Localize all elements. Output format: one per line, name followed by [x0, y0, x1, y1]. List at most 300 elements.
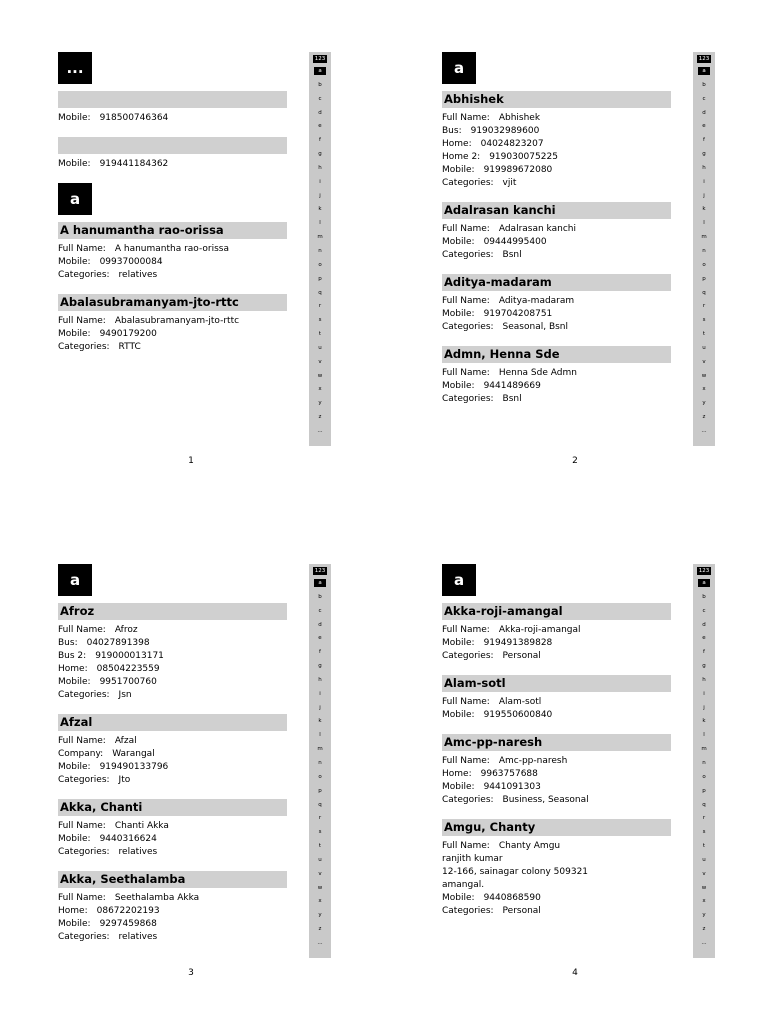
index-item-label: f — [319, 649, 321, 656]
index-item-label: d — [702, 109, 706, 116]
page-content — [442, 564, 671, 930]
index-item-j[interactable] — [693, 190, 715, 204]
index-item-h[interactable] — [693, 162, 715, 176]
index-item-n[interactable] — [309, 757, 331, 771]
contact-detail-line — [442, 380, 671, 393]
index-item-m[interactable] — [693, 231, 715, 245]
index-item-o[interactable] — [309, 771, 331, 785]
index-item-n[interactable] — [693, 757, 715, 771]
contact-entry[interactable] — [58, 222, 287, 282]
detail-label: Mobile: — [442, 165, 475, 175]
detail-label: Full Name: — [442, 224, 490, 234]
contact-name-header: Admn, Henna Sde — [442, 346, 671, 363]
alphabet-index-sidebar — [309, 564, 331, 958]
contact-entry[interactable] — [442, 91, 671, 190]
contact-entry[interactable] — [442, 819, 671, 918]
index-item-label: n — [702, 759, 706, 766]
index-item-q[interactable] — [309, 287, 331, 301]
index-item-y[interactable] — [309, 397, 331, 411]
index-item-label: t — [702, 331, 706, 338]
index-item-label: a — [698, 579, 709, 587]
detail-label: Categories: — [442, 906, 494, 916]
index-item-123[interactable] — [693, 566, 715, 577]
detail-label: Full Name: — [58, 736, 106, 746]
contact-name-header: Alam-sotl — [442, 675, 671, 692]
index-item-z[interactable] — [309, 411, 331, 425]
index-item-more[interactable] — [309, 425, 331, 439]
index-item-j[interactable] — [309, 702, 331, 716]
index-item-l[interactable] — [309, 729, 331, 743]
index-item-i[interactable] — [693, 688, 715, 702]
detail-value: Adalrasan kanchi — [498, 224, 576, 234]
contact-name-header: A hanumantha rao-orissa — [58, 222, 287, 239]
index-item-w[interactable] — [309, 882, 331, 896]
detail-value: Jto — [118, 775, 131, 785]
index-item-g[interactable] — [309, 148, 331, 162]
detail-label: Categories: — [58, 847, 110, 857]
contact-entry[interactable] — [58, 603, 287, 702]
index-item-t[interactable] — [309, 840, 331, 854]
index-item-y[interactable] — [309, 909, 331, 923]
detail-label: Categories: — [58, 932, 110, 942]
index-item-label: 123 — [698, 56, 710, 62]
index-item-label: x — [318, 898, 322, 905]
contact-name-header: Abalasubramanyam-jto-rttc — [58, 294, 287, 311]
section-letter-header: a — [58, 564, 92, 596]
index-item-label: z — [318, 926, 322, 933]
index-item-label: y — [702, 400, 706, 407]
index-item-u[interactable] — [693, 342, 715, 356]
contact-detail-line — [442, 125, 671, 138]
section-letter-header: a — [442, 564, 476, 596]
index-item-y[interactable] — [693, 909, 715, 923]
index-item-label: m — [317, 234, 323, 241]
contact-detail-line — [442, 249, 671, 262]
index-item-u[interactable] — [309, 342, 331, 356]
page-3 — [0, 512, 384, 1024]
contact-name-header — [58, 91, 287, 108]
index-item-label: h — [702, 164, 706, 171]
index-item-q[interactable] — [693, 799, 715, 813]
page-number: 1 — [188, 456, 194, 466]
detail-label: Mobile: — [442, 381, 475, 391]
page-1 — [0, 0, 384, 512]
index-item-h[interactable] — [693, 674, 715, 688]
index-item-s[interactable] — [309, 826, 331, 840]
contact-entry[interactable] — [58, 799, 287, 859]
index-item-more[interactable] — [693, 937, 715, 951]
contact-detail-line — [442, 866, 671, 879]
detail-value: 9441489669 — [483, 381, 541, 391]
index-item-label: m — [701, 234, 707, 241]
detail-label: Full Name: — [442, 368, 490, 378]
index-item-more[interactable] — [693, 425, 715, 439]
index-item-label: e — [318, 123, 322, 130]
index-item-label: f — [703, 137, 705, 144]
detail-value: 919550600840 — [483, 710, 553, 720]
contact-detail-line — [58, 905, 287, 918]
index-item-g[interactable] — [309, 660, 331, 674]
contact-entry[interactable] — [58, 871, 287, 944]
page-content — [58, 52, 287, 366]
index-item-n[interactable] — [309, 245, 331, 259]
contact-entry[interactable] — [442, 274, 671, 334]
detail-label: Full Name: — [58, 625, 106, 635]
detail-value: 919491389828 — [483, 638, 553, 648]
contact-detail-line — [58, 735, 287, 748]
index-item-d[interactable] — [309, 107, 331, 121]
detail-value: 919032989600 — [470, 126, 540, 136]
index-item-label: s — [702, 317, 706, 324]
detail-value: Afzal — [114, 736, 137, 746]
contact-name-header: Amc-pp-naresh — [442, 734, 671, 751]
index-item-q[interactable] — [693, 287, 715, 301]
contact-detail-line — [58, 820, 287, 833]
page-number: 4 — [572, 968, 578, 978]
detail-label: Full Name: — [442, 697, 490, 707]
contact-detail-line — [58, 269, 287, 282]
contact-entry[interactable] — [58, 294, 287, 354]
index-item-label: h — [318, 676, 322, 683]
contact-detail-line — [442, 709, 671, 722]
index-item-w[interactable] — [309, 370, 331, 384]
index-item-v[interactable] — [693, 356, 715, 370]
index-item-label: l — [319, 220, 321, 227]
detail-label: Mobile: — [442, 638, 475, 648]
contact-detail-line — [58, 315, 287, 328]
detail-label: Mobile: — [58, 677, 91, 687]
index-item-label: d — [318, 109, 322, 116]
index-item-b[interactable] — [693, 591, 715, 605]
index-item-b[interactable] — [693, 79, 715, 93]
detail-value: 919490133796 — [99, 762, 169, 772]
index-item-a[interactable] — [309, 65, 331, 79]
detail-label: Categories: — [442, 651, 494, 661]
index-item-label: f — [319, 137, 321, 144]
detail-value: 04024823207 — [480, 139, 544, 149]
index-item-t[interactable] — [309, 328, 331, 342]
contact-detail-line — [58, 748, 287, 761]
index-item-r[interactable] — [693, 812, 715, 826]
detail-value: Akka-roji-amangal — [498, 625, 581, 635]
index-item-label: a — [314, 579, 325, 587]
index-item-a[interactable] — [693, 65, 715, 79]
index-item-label: h — [318, 164, 322, 171]
detail-value: Seasonal, Bsnl — [502, 322, 569, 332]
index-item-label: g — [318, 151, 322, 158]
index-item-label: l — [319, 732, 321, 739]
index-item-label: k — [318, 206, 322, 213]
alphabet-index-sidebar — [693, 564, 715, 958]
contact-entry[interactable] — [442, 603, 671, 663]
index-item-label: i — [703, 690, 705, 697]
detail-label: Mobile: — [58, 329, 91, 339]
detail-label: Mobile: — [58, 762, 91, 772]
alphabet-index-sidebar — [309, 52, 331, 446]
index-item-r[interactable] — [309, 812, 331, 826]
index-item-m[interactable] — [309, 743, 331, 757]
contact-detail-line — [58, 676, 287, 689]
index-item-o[interactable] — [309, 259, 331, 273]
detail-label: Categories: — [58, 270, 110, 280]
detail-value: Afroz — [114, 625, 138, 635]
contact-detail-line — [442, 840, 671, 853]
index-item-h[interactable] — [309, 674, 331, 688]
detail-label: Full Name: — [442, 756, 490, 766]
index-item-label: e — [702, 123, 706, 130]
contact-detail-line — [58, 624, 287, 637]
contact-detail-line — [442, 112, 671, 125]
index-item-y[interactable] — [693, 397, 715, 411]
detail-value: ranjith kumar — [442, 854, 503, 864]
index-item-label: f — [703, 649, 705, 656]
index-item-m[interactable] — [693, 743, 715, 757]
contact-detail-line — [58, 918, 287, 931]
contact-detail-line — [442, 905, 671, 918]
contact-detail-line — [58, 689, 287, 702]
index-item-label: j — [703, 704, 705, 711]
index-item-label: z — [318, 414, 322, 421]
index-item-label: ... — [317, 427, 323, 434]
detail-value: Bsnl — [502, 394, 522, 404]
contact-detail-line — [442, 650, 671, 663]
index-item-label: ... — [317, 939, 323, 946]
index-item-r[interactable] — [309, 300, 331, 314]
index-item-123[interactable] — [309, 566, 331, 577]
contact-detail-line — [442, 177, 671, 190]
index-item-i[interactable] — [309, 688, 331, 702]
index-item-label: i — [703, 178, 705, 185]
contact-detail-line — [442, 892, 671, 905]
index-item-label: 123 — [314, 568, 326, 574]
index-item-i[interactable] — [693, 176, 715, 190]
index-item-p[interactable] — [693, 273, 715, 287]
index-item-label: w — [701, 372, 707, 379]
index-item-d[interactable] — [693, 619, 715, 633]
contact-entry[interactable] — [58, 91, 287, 125]
detail-label: Full Name: — [442, 625, 490, 635]
index-item-label: q — [318, 289, 322, 296]
index-item-j[interactable] — [309, 190, 331, 204]
index-item-e[interactable] — [309, 120, 331, 134]
index-item-s[interactable] — [309, 314, 331, 328]
index-item-x[interactable] — [693, 895, 715, 909]
index-item-l[interactable] — [693, 217, 715, 231]
contact-detail-line — [442, 853, 671, 866]
contact-entry[interactable] — [58, 714, 287, 787]
index-item-g[interactable] — [693, 660, 715, 674]
contact-detail-line — [442, 236, 671, 249]
detail-label: Bus: — [442, 126, 462, 136]
index-item-p[interactable] — [309, 273, 331, 287]
detail-value: Business, Seasonal — [502, 795, 589, 805]
index-item-label: a — [698, 67, 709, 75]
index-item-c[interactable] — [309, 93, 331, 107]
index-item-b[interactable] — [309, 591, 331, 605]
index-item-label: i — [319, 178, 321, 185]
detail-label: Mobile: — [58, 834, 91, 844]
index-item-k[interactable] — [309, 203, 331, 217]
index-item-label: s — [318, 829, 322, 836]
detail-value: 9963757688 — [480, 769, 538, 779]
index-item-f[interactable] — [309, 134, 331, 148]
index-item-label: i — [319, 690, 321, 697]
contact-entry[interactable] — [442, 202, 671, 262]
contact-entry[interactable] — [442, 734, 671, 807]
detail-label: Categories: — [58, 690, 110, 700]
index-item-s[interactable] — [693, 314, 715, 328]
index-item-l[interactable] — [693, 729, 715, 743]
contact-detail-line — [442, 138, 671, 151]
index-item-l[interactable] — [309, 217, 331, 231]
index-item-b[interactable] — [309, 79, 331, 93]
contact-detail-line — [58, 158, 287, 171]
contact-detail-line — [442, 696, 671, 709]
index-item-c[interactable] — [693, 93, 715, 107]
index-item-z[interactable] — [693, 923, 715, 937]
detail-value: vjit — [502, 178, 517, 188]
index-item-t[interactable] — [693, 328, 715, 342]
index-item-c[interactable] — [693, 605, 715, 619]
index-item-p[interactable] — [309, 785, 331, 799]
detail-value: amangal. — [442, 880, 485, 890]
index-item-e[interactable] — [309, 632, 331, 646]
contact-detail-line — [442, 794, 671, 807]
index-item-label: h — [702, 676, 706, 683]
index-item-label: z — [702, 414, 706, 421]
index-item-label: r — [318, 815, 322, 822]
index-item-label: t — [318, 843, 322, 850]
detail-label: Bus: — [58, 638, 78, 648]
detail-value: Chanti Akka — [114, 821, 169, 831]
index-item-label: w — [317, 884, 323, 891]
index-item-123[interactable] — [309, 54, 331, 65]
index-item-label: p — [318, 275, 322, 282]
index-item-label: v — [702, 358, 706, 365]
index-item-d[interactable] — [309, 619, 331, 633]
index-item-label: p — [702, 275, 706, 282]
index-item-x[interactable] — [309, 895, 331, 909]
index-item-k[interactable] — [309, 715, 331, 729]
detail-value: 918500746364 — [99, 113, 169, 123]
contact-detail-line — [442, 755, 671, 768]
detail-value: RTTC — [118, 342, 141, 352]
detail-value: Alam-sotl — [498, 697, 542, 707]
index-item-label: w — [317, 372, 323, 379]
contact-name-header: Amgu, Chanty — [442, 819, 671, 836]
index-item-h[interactable] — [309, 162, 331, 176]
index-item-label: k — [702, 718, 706, 725]
contact-detail-line — [442, 879, 671, 892]
page-number: 2 — [572, 456, 578, 466]
index-item-w[interactable] — [693, 882, 715, 896]
contact-name-header: Abhishek — [442, 91, 671, 108]
index-item-o[interactable] — [693, 259, 715, 273]
detail-label: Full Name: — [58, 244, 106, 254]
detail-value: Personal — [502, 906, 541, 916]
contact-detail-line — [58, 761, 287, 774]
contact-entry[interactable] — [58, 137, 287, 171]
detail-label: Full Name: — [58, 316, 106, 326]
index-item-more[interactable] — [309, 937, 331, 951]
index-item-e[interactable] — [693, 632, 715, 646]
index-item-t[interactable] — [693, 840, 715, 854]
index-item-a[interactable] — [309, 577, 331, 591]
contact-detail-line — [442, 223, 671, 236]
index-item-e[interactable] — [693, 120, 715, 134]
detail-value: Henna Sde Admn — [498, 368, 577, 378]
contact-detail-line — [442, 321, 671, 334]
detail-value: 9441091303 — [483, 782, 541, 792]
index-item-i[interactable] — [309, 176, 331, 190]
index-item-x[interactable] — [693, 383, 715, 397]
index-item-v[interactable] — [309, 868, 331, 882]
index-item-label: n — [318, 247, 322, 254]
index-item-label: r — [702, 815, 706, 822]
index-item-v[interactable] — [693, 868, 715, 882]
detail-label: Bus 2: — [58, 651, 87, 661]
index-item-g[interactable] — [693, 148, 715, 162]
contact-entry[interactable] — [442, 346, 671, 406]
contact-entry[interactable] — [442, 675, 671, 722]
index-item-label: w — [701, 884, 707, 891]
detail-value: 09937000084 — [99, 257, 163, 267]
index-item-u[interactable] — [693, 854, 715, 868]
index-item-k[interactable] — [693, 715, 715, 729]
index-item-label: j — [703, 192, 705, 199]
detail-value: 919441184362 — [99, 159, 169, 169]
index-item-f[interactable] — [693, 134, 715, 148]
index-item-f[interactable] — [693, 646, 715, 660]
detail-label: Mobile: — [442, 309, 475, 319]
index-item-c[interactable] — [309, 605, 331, 619]
detail-value: Chanty Amgu — [498, 841, 561, 851]
index-item-j[interactable] — [693, 702, 715, 716]
index-item-f[interactable] — [309, 646, 331, 660]
index-item-u[interactable] — [309, 854, 331, 868]
index-item-r[interactable] — [693, 300, 715, 314]
index-item-o[interactable] — [693, 771, 715, 785]
index-item-z[interactable] — [309, 923, 331, 937]
index-item-d[interactable] — [693, 107, 715, 121]
detail-value: 08672202193 — [96, 906, 160, 916]
index-item-n[interactable] — [693, 245, 715, 259]
index-item-label: q — [318, 801, 322, 808]
index-item-x[interactable] — [309, 383, 331, 397]
detail-label: Home: — [58, 664, 88, 674]
detail-value: 9490179200 — [99, 329, 157, 339]
index-item-label: p — [702, 787, 706, 794]
index-item-v[interactable] — [309, 356, 331, 370]
index-item-s[interactable] — [693, 826, 715, 840]
detail-label: Mobile: — [442, 710, 475, 720]
index-item-label: l — [703, 220, 705, 227]
index-item-p[interactable] — [693, 785, 715, 799]
index-item-w[interactable] — [693, 370, 715, 384]
index-item-label: e — [702, 635, 706, 642]
index-item-z[interactable] — [693, 411, 715, 425]
detail-value: 919030075225 — [489, 152, 558, 162]
index-item-m[interactable] — [309, 231, 331, 245]
index-item-label: r — [702, 303, 706, 310]
index-item-q[interactable] — [309, 799, 331, 813]
detail-label: Categories: — [58, 775, 110, 785]
index-item-k[interactable] — [693, 203, 715, 217]
index-item-label: y — [702, 912, 706, 919]
index-item-a[interactable] — [693, 577, 715, 591]
index-item-123[interactable] — [693, 54, 715, 65]
index-item-label: p — [318, 787, 322, 794]
